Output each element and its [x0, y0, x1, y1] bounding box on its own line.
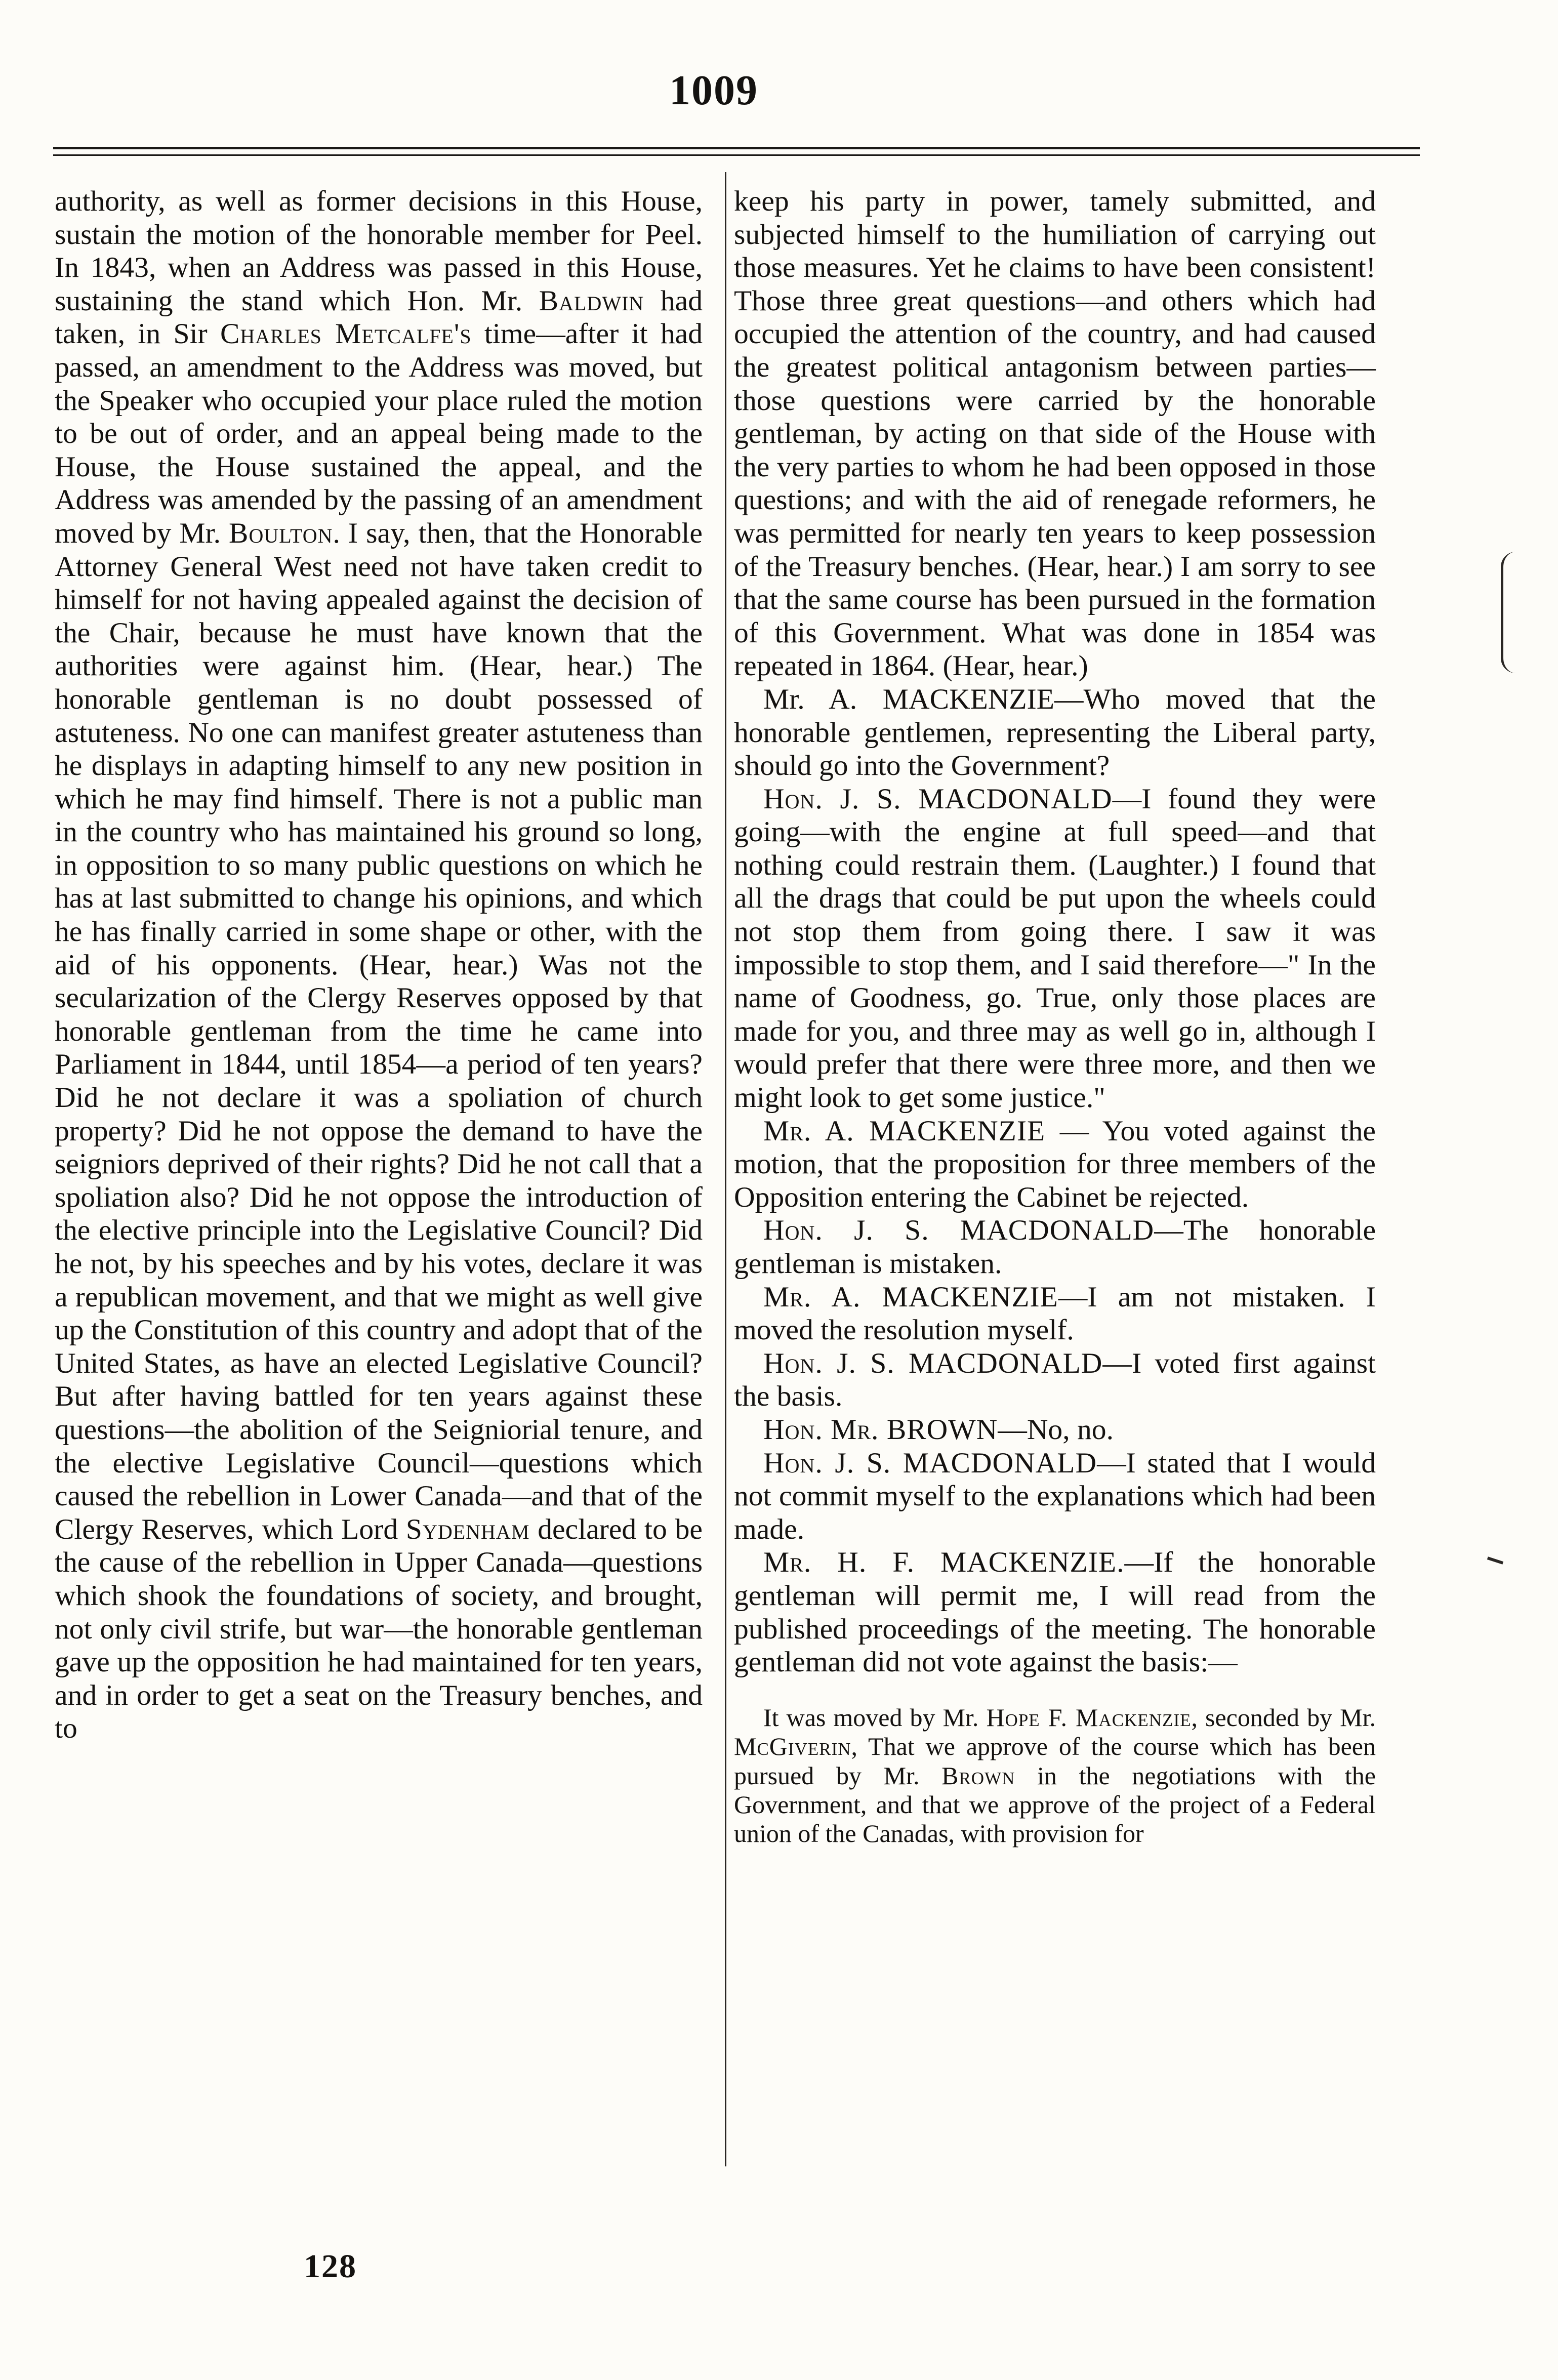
left-column [55, 185, 703, 1745]
speaker-name: Mr. H. F. MACKENZIE. [763, 1546, 1125, 1579]
right-column [734, 185, 1376, 1849]
text-run: , That we approve of the course which has been pursued by Mr. [734, 1732, 1376, 1790]
page-number: 1009 [669, 67, 758, 114]
text-run: . I say, then, that the Honorable Attorney General West need not have taken credit to himself for not having appealed against the decision of the Chair, because he must have known that the authorities were against him. (Hear, hear.) The honorable gentleman is no doubt possessed of astuteness. No one can manifest greater astuteness than he displays in adapting himself to any new position in which he may find himself. There is not a public man in the country who has maintained his ground so long, in opposition to so many public questions on which he has at last submitted to change his opinions, and which he has finally carried in some shape or other, with the aid of his opponents. (Hear, hear.) Was not the secularization of the Clergy Reserves opposed by that honorable gentleman from the time he came into Parliament in 1844, until 1854—a period of ten years? Did he not declare it was a spoliation of church property? Did he not oppose the demand to have the seigniors deprived of their rights? Did he not call that a spoliation also? Did he not oppose the introduction of the elective principle into the Legislative Council? Did he not, by his speeches and by his votes, declare it was a republican movement, and that we might as well give up the Constitution of this country and adopt that of the United States, as have an elected Legislative Council? But after having battled for ten years against these questions—the abolition of the Seigniorial tenure, and the elective Legislative Council—questions which caused the rebellion in Lower Canada—and that of the Clergy Reserves, which Lord [55, 517, 703, 1545]
speech-text: —I am not mistaken. I moved the resolution myself. [734, 1281, 1376, 1346]
name-charles-metcalfe: Charles Metcalfe's [220, 318, 472, 350]
quoted-resolution [734, 1703, 1376, 1849]
speech-mackenzie-question: Mr. A. MACKENZIE—Who moved that the honorable gentlemen, representing the Liberal party, should go into the Government? [734, 683, 1376, 782]
speaker-name: Hon. Mr. BROWN [763, 1413, 998, 1446]
speech-text: —The honorable gentleman is mistaken. [734, 1214, 1376, 1280]
speech-hf-mackenzie [734, 1546, 1376, 1678]
text-run: declared to be the cause of the rebellion in Upper Canada—questions which shook the foundations of society, and brought, not only civil strife, but war—the honorable gentleman gave up the opposition he had maintained for ten years, and in order to get a seat on the Treasury benches, and to [55, 1513, 703, 1745]
speaker-name: Mr. A. MACKENZIE [763, 1281, 1058, 1313]
speech-text: — You voted against the motion, that the proposition for three members of the Opposition entering the Cabinet be rejected. [734, 1115, 1376, 1213]
name-hope-mackenzie: Hope F. Mackenzie [986, 1703, 1192, 1732]
name-baldwin: Baldwin [539, 284, 644, 317]
speech-text: —I found they were going—with the engine at full speed—and that nothing could restrain them. (Laughter.) I found that all the drags that could be put upon the wheels could not stop them from going there. I saw it was impossible to stop them, and I said therefore—" In the name of Goodness, go. True, only those places are made for you, and three may as well go in, although I would prefer that there were three more, and then we might look to get some justice." [734, 783, 1376, 1114]
column-divider [725, 172, 726, 2166]
speaker-name: Hon. J. S. MACDONALD [763, 1347, 1103, 1379]
speech-macdonald-reply [734, 783, 1376, 1115]
text-run: It was moved by Mr. [763, 1703, 987, 1732]
signature-mark: 128 [304, 2248, 357, 2285]
speaker-name: Hon. J. S. MACDONALD [763, 1214, 1155, 1247]
name-sydenham: Sydenham [405, 1513, 530, 1545]
right-paragraph-continuation: keep his party in power, tamely submitted, and subjected himself to the humiliation of carrying out those measures. Yet he claims to have been consistent! Those three great questions—and others which had occupied the attention of the country, and had caused the greatest political antagonism between parties—those questions were carried by the honorable gentleman, by acting on that side of the House with the very parties to whom he had been opposed in those questions; and with the aid of renegade reformers, he was permitted for nearly ten years to keep possession of the Treasury benches. (Hear, hear.) I am sorry to see that the same course has been pursued in the formation of this Government. What was done in 1854 was repeated in 1864. (Hear, hear.) [734, 185, 1376, 682]
speaker-name: Mr. A. MACKENZIE [763, 1115, 1046, 1147]
name-mcgiverin: McGiverin [734, 1732, 851, 1761]
speech-macdonald-voted-first [734, 1347, 1376, 1413]
speaker-name: Hon. J. S. MACDONALD [763, 783, 1113, 815]
scan-margin-mark [1501, 552, 1519, 673]
name-boulton: Boulton [229, 517, 333, 549]
text-run: had taken, in Sir [55, 284, 703, 350]
speech-mackenzie-voted [734, 1115, 1376, 1214]
name-brown: Brown [941, 1761, 1015, 1790]
text-run: in the negotiations with the Government, and that we approve of the project of a Federal union of the Canadas, with provision for [734, 1761, 1376, 1848]
text-run: time—after it had passed, an amendment to the Address was moved, but the Speaker who occupied your place ruled the motion to be out of order, and an appeal being made to the House, the House sustained the appeal, and the Address was amended by the passing of an amendment moved by Mr. [55, 318, 703, 549]
speech-macdonald-stated [734, 1447, 1376, 1546]
speech-text: —I stated that I would not commit myself to the explanations which had been made. [734, 1447, 1376, 1545]
speech-text: —No, no. [998, 1413, 1114, 1446]
speech-text: —I voted first against the basis. [734, 1347, 1376, 1413]
header-double-rule [53, 147, 1420, 156]
speech-text: —If the honorable gentleman will permit me, I will read from the published proceedings of the meeting. The honorable gentleman did not vote against the basis:— [734, 1546, 1376, 1678]
speech-brown-no [734, 1413, 1376, 1447]
text-run: , seconded by Mr. [1191, 1703, 1376, 1732]
left-paragraph [55, 185, 703, 1745]
speaker-name: Hon. J. S. MACDONALD [763, 1447, 1097, 1479]
speech-mackenzie-not-mistaken [734, 1281, 1376, 1347]
scan-margin-dash [1487, 1556, 1503, 1565]
text-run: authority, as well as former decisions in this House, sustain the motion of the honorable member for Peel. In 1843, when an Address was passed in this House, sustaining the stand which Hon. Mr. [55, 185, 703, 317]
speech-macdonald-mistaken [734, 1214, 1376, 1280]
